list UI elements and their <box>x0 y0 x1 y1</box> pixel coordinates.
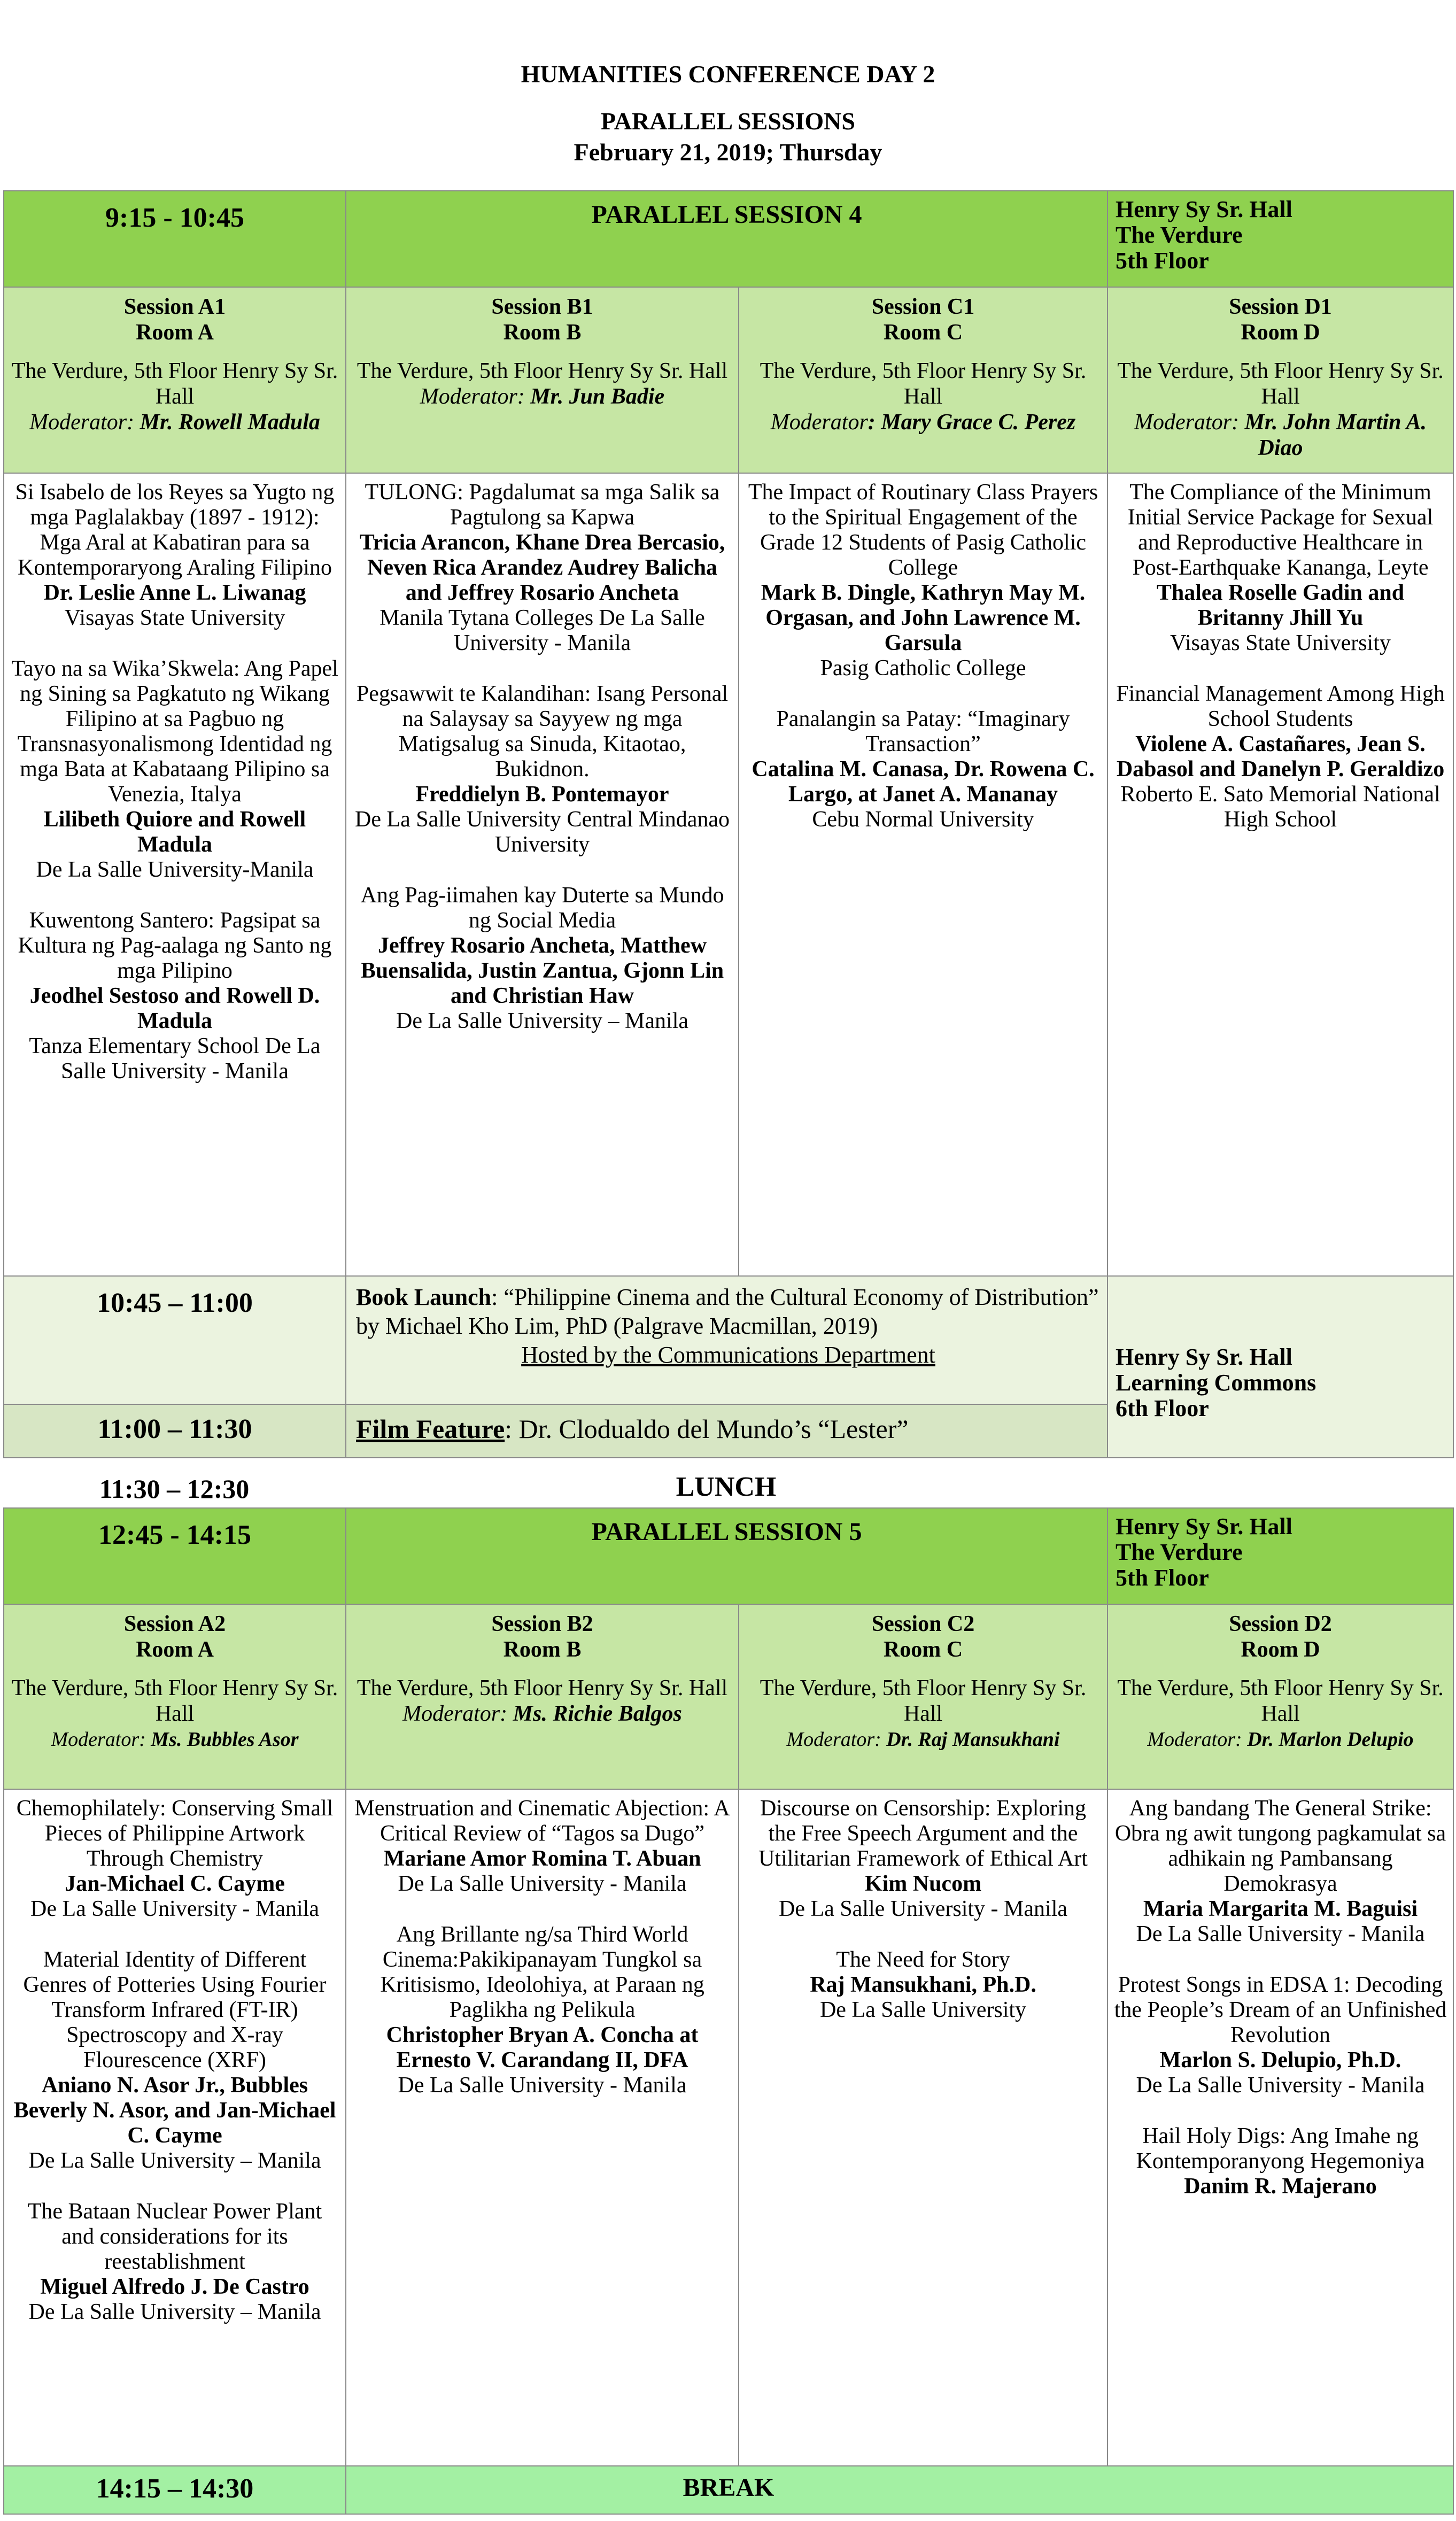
paper-entry <box>745 707 1102 832</box>
session-venue: The Verdure, 5th Floor Henry Sy Sr. Hall <box>1117 1676 1444 1726</box>
book-launch-label: Book Launch <box>356 1284 492 1310</box>
paper-affiliation: De La Salle University – Manila <box>396 1009 689 1033</box>
ps5-title: PARALLEL SESSION 5 <box>346 1508 1108 1604</box>
session-moderator <box>744 1727 1103 1752</box>
ps4-title: PARALLEL SESSION 4 <box>346 191 1108 287</box>
moderator-name: Dr. Raj Mansukhani <box>886 1728 1060 1751</box>
paper-title: Panalangin sa Patay: “Imaginary Transaction” <box>776 707 1070 756</box>
ps5-papers-b <box>346 1789 739 2466</box>
paper-title: Si Isabelo de los Reyes sa Yugto ng mga Paglalakbay (1897 - 1912): Mga Aral at Kabatiran para sa Kontemporaryong Araling Filipino <box>15 480 335 580</box>
moderator-name: Dr. Marlon Delupio <box>1247 1728 1414 1751</box>
moderator-label: Moderator <box>770 410 868 435</box>
ps5-venue-line1: Henry Sy Sr. Hall <box>1116 1513 1292 1540</box>
paper-authors: Jeffrey Rosario Ancheta, Matthew Buensalida, Justin Zantua, Gjonn Lin and Christian Haw <box>360 933 724 1008</box>
paper-authors: Marlon S. Delupio, Ph.D. <box>1159 2048 1401 2073</box>
moderator-name: Ms. Richie Balgos <box>513 1702 682 1726</box>
ps4-venue-line2: The Verdure <box>1116 222 1243 248</box>
paper-authors: Dr. Leslie Anne L. Liwanag <box>43 581 306 605</box>
moderator-label: Moderator: <box>786 1728 881 1751</box>
page-date: February 21, 2019; Thursday <box>574 138 882 166</box>
venue-line1: Henry Sy Sr. Hall <box>1116 1344 1292 1370</box>
paper-title: Chemophilately: Conserving Small Pieces of Philippine Artwork Through Chemistry <box>16 1796 334 1871</box>
session-name: Session B1 <box>491 295 593 319</box>
session-venue: The Verdure, 5th Floor Henry Sy Sr. Hall <box>11 359 338 409</box>
paper-title: Material Identity of Different Genres of Potteries Using Fourier Transform Infrared (FT-IR) Spectroscopy and X-ray Flourescence (XRF) <box>23 1947 327 2073</box>
paper-entry <box>1113 2124 1447 2199</box>
moderator-label: Moderator: <box>1147 1728 1242 1751</box>
session-venue: The Verdure, 5th Floor Henry Sy Sr. Hall <box>1117 359 1444 409</box>
session-name: Session A1 <box>123 295 226 319</box>
session-room: Room B <box>503 320 582 345</box>
paper-affiliation: Cebu Normal University <box>812 807 1034 832</box>
paper-affiliation: De La Salle University <box>819 1998 1027 2022</box>
paper-affiliation: De La Salle University - Manila <box>1136 1922 1425 1946</box>
session-room: Room B <box>503 1637 582 1662</box>
session-moderator <box>1112 409 1449 461</box>
book-launch-time: 10:45 – 11:00 <box>4 1276 346 1404</box>
paper-title: Discourse on Censorship: Exploring the Free Speech Argument and the Utilitarian Framework of Ethical Art <box>758 1796 1088 1871</box>
paper-title: TULONG: Pagdalumat sa mga Salik sa Pagtulong sa Kapwa <box>365 480 720 530</box>
session-name: Session B2 <box>491 1612 593 1636</box>
paper-title: Protest Songs in EDSA 1: Decoding the People’s Dream of an Unfinished Revolution <box>1114 1973 1447 2047</box>
paper-affiliation: Visayas State University <box>1170 631 1391 655</box>
paper-affiliation: Roberto E. Sato Memorial National High School <box>1120 782 1440 832</box>
paper-title: Financial Management Among High School Students <box>1116 682 1445 731</box>
paper-title: The Compliance of the Minimum Initial Service Package for Sexual and Reproductive Healthcare in Post-Earthquake Kananga, Leyte <box>1127 480 1434 580</box>
paper-authors: Mark B. Dingle, Kathryn May M. Orgasan, and John Lawrence M. Garsula <box>761 581 1086 655</box>
ps4-time: 9:15 - 10:45 <box>4 191 346 287</box>
venue-line2: Learning Commons <box>1116 1370 1316 1396</box>
session-name: Session C1 <box>871 295 975 319</box>
paper-authors: Raj Mansukhani, Ph.D. <box>810 1973 1036 1997</box>
ps5-venue-line3: 5th Floor <box>1116 1565 1209 1591</box>
moderator-label: Moderator: <box>402 1702 508 1726</box>
paper-entry <box>352 1922 733 2098</box>
break-label: BREAK <box>346 2466 1453 2514</box>
film-label: Film Feature <box>356 1414 505 1444</box>
session-venue: The Verdure, 5th Floor Henry Sy Sr. Hall <box>11 1676 338 1726</box>
lunch-time: 11:30 – 12:30 <box>99 1474 250 1504</box>
paper-authors: Catalina M. Canasa, Dr. Rowena C. Largo, at Janet A. Mananay <box>752 757 1095 807</box>
session-room: Room C <box>883 1637 963 1662</box>
ps4-papers-a <box>4 473 346 1276</box>
paper-entry <box>10 656 340 883</box>
ps5-session-header <box>346 1604 739 1789</box>
break-time: 14:15 – 14:30 <box>4 2466 346 2514</box>
venue-line3: 6th Floor <box>1116 1395 1209 1421</box>
book-launch-text: : “Philippine Cinema and the Cultural Economy of Distribution” by Michael Kho Lim, PhD (Palgrave Macmillan, 2019) <box>356 1284 1099 1339</box>
paper-entry <box>352 682 733 857</box>
moderator-name: Mr. John Martin A. Diao <box>1244 410 1427 460</box>
ps5-venue-line2: The Verdure <box>1116 1539 1243 1565</box>
session-moderator <box>351 384 734 409</box>
session-moderator <box>351 1701 734 1727</box>
paper-authors: Aniano N. Asor Jr., Bubbles Beverly N. Asor, and Jan-Michael C. Cayme <box>13 2073 336 2148</box>
paper-title: Pegsawwit te Kalandihan: Isang Personal na Salaysay sa Sayyew ng mga Matigsalug sa Sinuda, Kitaotao, Bukidnon. <box>356 682 729 782</box>
paper-affiliation: Tanza Elementary School De La Salle University - Manila <box>29 1034 321 1084</box>
moderator-label: Moderator: <box>420 384 525 409</box>
paper-authors: Kim Nucom <box>864 1872 982 1896</box>
paper-affiliation: De La Salle University – Manila <box>28 2300 321 2324</box>
session-room: Room A <box>136 320 214 345</box>
paper-affiliation: Visayas State University <box>64 606 285 630</box>
session-moderator <box>1112 1727 1449 1752</box>
ps4-papers-c <box>739 473 1108 1276</box>
paper-entry <box>745 1796 1102 1922</box>
lunch-label: LUNCH <box>676 1472 777 1502</box>
paper-entry <box>1113 1796 1447 1947</box>
session-venue: The Verdure, 5th Floor Henry Sy Sr. Hall <box>357 1676 728 1700</box>
paper-affiliation: De La Salle University - Manila <box>398 2073 687 2098</box>
paper-authors: Maria Margarita M. Baguisi <box>1143 1897 1418 1921</box>
paper-authors: Jan-Michael C. Cayme <box>65 1872 285 1896</box>
ps4-session-header <box>4 287 346 473</box>
paper-title: Menstruation and Cinematic Abjection: A Critical Review of “Tagos sa Dugo” <box>354 1796 730 1846</box>
paper-entry <box>10 1796 340 1922</box>
paper-affiliation: Manila Tytana Colleges De La Salle University - Manila <box>380 606 705 655</box>
film-event <box>346 1404 1108 1458</box>
paper-title: The Need for Story <box>836 1947 1010 1972</box>
paper-authors: Danim R. Majerano <box>1184 2174 1377 2199</box>
moderator-name: Ms. Bubbles Asor <box>151 1728 299 1751</box>
book-launch-event <box>346 1276 1108 1404</box>
ps5-papers-a <box>4 1789 346 2466</box>
session-venue: The Verdure, 5th Floor Henry Sy Sr. Hall <box>760 359 1087 409</box>
paper-authors: Jeodhel Sestoso and Rowell D. Madula <box>29 984 320 1033</box>
ps4-session-header <box>346 287 739 473</box>
ps4-papers-d <box>1108 473 1453 1276</box>
page-subtitle: PARALLEL SESSIONS <box>601 107 855 135</box>
paper-title: Kuwentong Santero: Pagsipat sa Kultura ng Pag-aalaga ng Santo ng mga Pilipino <box>18 908 332 983</box>
film-text: : Dr. Clodualdo del Mundo’s “Lester” <box>505 1414 909 1444</box>
book-launch-host: Hosted by the Communications Department <box>521 1342 935 1368</box>
session-name: Session D1 <box>1229 295 1332 319</box>
ps4-session-header <box>1108 287 1453 473</box>
session-room: Room A <box>136 1637 214 1662</box>
paper-authors: Freddielyn B. Pontemayor <box>415 782 669 807</box>
schedule-table-morning <box>3 190 1454 1458</box>
paper-entry <box>1113 480 1447 656</box>
paper-title: Ang bandang The General Strike: Obra ng awit tungong pagkamulat sa adhikain ng Pambansang Demokrasya <box>1114 1796 1446 1896</box>
session-venue: The Verdure, 5th Floor Henry Sy Sr. Hall <box>760 1676 1087 1726</box>
ps5-papers-c <box>739 1789 1108 2466</box>
session-name: Session C2 <box>871 1612 975 1636</box>
paper-entry <box>1113 682 1447 832</box>
ps5-papers-d <box>1108 1789 1453 2466</box>
paper-entry <box>10 480 340 631</box>
paper-entry <box>352 480 733 656</box>
session-moderator <box>9 1727 341 1752</box>
ps5-session-header <box>4 1604 346 1789</box>
paper-authors: Mariane Amor Romina T. Abuan <box>383 1846 701 1871</box>
ps4-session-header <box>739 287 1108 473</box>
session-moderator <box>744 409 1103 435</box>
paper-affiliation: De La Salle University-Manila <box>36 857 314 882</box>
paper-title: The Impact of Routinary Class Prayers to the Spiritual Engagement of the Grade 12 Students of Pasig Catholic College <box>748 480 1098 580</box>
ps5-time: 12:45 - 14:15 <box>4 1508 346 1604</box>
ps5-session-header <box>739 1604 1108 1789</box>
ps4-venue-line1: Henry Sy Sr. Hall <box>1116 196 1292 222</box>
paper-title: Tayo na sa Wika’Skwela: Ang Papel ng Sining sa Pagkatuto ng Wikang Filipino at sa Pagbuo ng Transnasyonalismong Identidad ng mga Bata at Kabataang Pilipino sa Venezia, Italya <box>11 656 338 807</box>
session-room: Room D <box>1241 320 1320 345</box>
paper-title: Ang Pag-iimahen kay Duterte sa Mundo ng Social Media <box>360 883 724 933</box>
moderator-label: Moderator: <box>1134 410 1240 435</box>
session-room: Room C <box>883 320 963 345</box>
paper-affiliation: De La Salle University - Manila <box>779 1897 1068 1921</box>
ps4-venue-line3: 5th Floor <box>1116 248 1209 274</box>
ps5-session-header <box>1108 1604 1453 1789</box>
paper-authors: Christopher Bryan A. Concha at Ernesto V. Carandang II, DFA <box>386 2023 699 2073</box>
ps5-venue <box>1108 1508 1453 1604</box>
paper-title: The Bataan Nuclear Power Plant and considerations for its reestablishment <box>27 2199 322 2274</box>
paper-entry <box>745 480 1102 681</box>
paper-entry <box>10 908 340 1084</box>
session-name: Session A2 <box>123 1612 226 1636</box>
session-room: Room D <box>1241 1637 1320 1662</box>
paper-entry <box>352 1796 733 1897</box>
film-time: 11:00 – 11:30 <box>4 1404 346 1458</box>
paper-affiliation: De La Salle University - Manila <box>1136 2073 1425 2098</box>
paper-authors: Miguel Alfredo J. De Castro <box>40 2275 309 2299</box>
paper-entry <box>352 883 733 1034</box>
paper-affiliation: De La Salle University – Manila <box>28 2148 321 2173</box>
paper-authors: Tricia Arancon, Khane Drea Bercasio, Neven Rica Arandez Audrey Balicha and Jeffrey Rosario Ancheta <box>359 530 725 605</box>
page-title: HUMANITIES CONFERENCE DAY 2 <box>521 60 935 88</box>
paper-title: Ang Brillante ng/sa Third World Cinema:Pakikipanayam Tungkol sa Kritisismo, Ideolohiya, at Paraan ng Paglikha ng Pelikula <box>380 1922 704 2022</box>
session-moderator <box>9 409 341 435</box>
paper-entry <box>10 2199 340 2325</box>
paper-affiliation: De La Salle University Central Mindanao University <box>355 807 730 857</box>
schedule-table-afternoon <box>3 1507 1454 2515</box>
moderator-label: Moderator: <box>51 1728 146 1751</box>
paper-authors: Thalea Roselle Gadin and Britanny Jhill Yu <box>1156 581 1405 630</box>
moderator-label: Moderator: <box>29 410 135 435</box>
moderator-name: Mr. Rowell Madula <box>140 410 320 435</box>
paper-authors: Lilibeth Quiore and Rowell Madula <box>43 807 306 857</box>
paper-entry <box>745 1947 1102 2023</box>
paper-affiliation: De La Salle University - Manila <box>30 1897 319 1921</box>
paper-affiliation: De La Salle University - Manila <box>398 1872 687 1896</box>
paper-entry <box>10 1947 340 2174</box>
session-venue: The Verdure, 5th Floor Henry Sy Sr. Hall <box>357 359 728 383</box>
moderator-name: Mr. Jun Badie <box>530 384 665 409</box>
ps4-papers-b <box>346 473 739 1276</box>
book-launch-venue <box>1108 1276 1453 1458</box>
moderator-name: : Mary Grace C. Perez <box>868 410 1076 435</box>
paper-entry <box>1113 1973 1447 2098</box>
paper-authors: Violene A. Castañares, Jean S. Dabasol and Danelyn P. Geraldizo <box>1116 732 1445 782</box>
ps4-venue <box>1108 191 1453 287</box>
session-name: Session D2 <box>1229 1612 1332 1636</box>
paper-title: Hail Holy Digs: Ang Imahe ng Kontemporanyong Hegemoniya <box>1136 2124 1425 2174</box>
paper-affiliation: Pasig Catholic College <box>820 656 1026 680</box>
